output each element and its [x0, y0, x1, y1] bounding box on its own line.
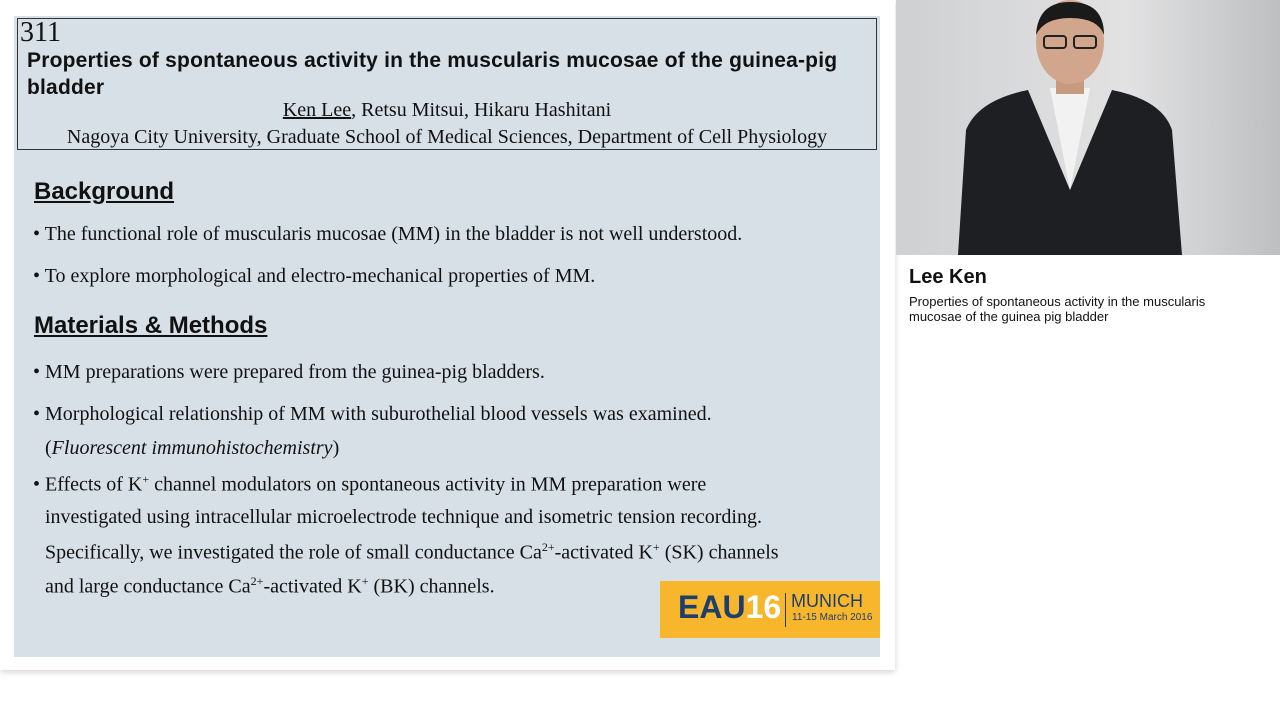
logo-eau: EAU [678, 589, 746, 625]
methods-item-cont [45, 540, 779, 565]
background-item: • To explore morphological and electro-mechanical properties of MM. [33, 265, 596, 287]
methods-item: • MM preparations were prepared from the guinea-pig bladders. [33, 361, 545, 383]
slide-header [17, 18, 877, 150]
speaker-figure [958, 0, 1182, 255]
sup: 2+ [541, 540, 555, 554]
sup: 2+ [250, 574, 264, 588]
logo-text [678, 589, 781, 626]
text: and large conductance Ca [45, 575, 251, 598]
logo-dates: 11-15 March 2016 [792, 612, 873, 623]
methods-item: • Morphological relationship of MM with suburothelial blood vessels was examined. [33, 403, 712, 425]
methods-heading: Materials & Methods [34, 312, 268, 339]
affiliation: Nagoya City University, Graduate School of Medical Sciences, Department of Cell Physiology [66, 126, 828, 148]
presenting-author: Ken Lee [282, 99, 352, 121]
text: -activated K [263, 575, 362, 598]
text: (BK) channels. [368, 575, 495, 598]
logo-divider [785, 593, 786, 627]
other-authors: , Retsu Mitsui, Hikaru Hashitani [351, 99, 612, 121]
sup: + [652, 540, 660, 554]
methods-item-note: (Fluorescent immunohistochemistry) [45, 437, 340, 459]
logo-year: 16 [745, 589, 782, 625]
methods-item-cont: investigated using intracellular microelectrode technique and isometric tension recording. [45, 506, 762, 528]
talk-title: Properties of spontaneous activity in the muscularis mucosae of the guinea pig bladder [909, 294, 1206, 324]
logo-city: MUNICH [791, 591, 863, 611]
speaker-name: Lee Ken [909, 266, 987, 288]
methods-item [33, 472, 706, 497]
speaker-video[interactable] [896, 0, 1280, 255]
sup: + [361, 574, 369, 588]
text: channel modulators on spontaneous activity in MM preparation were [149, 473, 707, 496]
methods-item-cont [45, 574, 495, 599]
background-item: • The functional role of muscularis mucosae (MM) in the bladder is not well understood. [33, 223, 743, 245]
slide-title: Properties of spontaneous activity in the muscularis mucosae of the guinea-pig bladder [27, 49, 838, 99]
authors [18, 99, 876, 122]
background-heading: Background [34, 178, 175, 205]
presentation-slide [14, 16, 880, 657]
sup: + [142, 472, 150, 486]
text: (SK) channels [659, 541, 779, 564]
eau16-logo [660, 581, 880, 638]
method-note: Fluorescent immunohistochemistry [51, 437, 333, 459]
text: Specifically, we investigated the role of small conductance Ca [45, 541, 542, 564]
text: • Effects of K [33, 473, 143, 496]
abstract-number: 311 [20, 17, 61, 48]
text: -activated K [554, 541, 653, 564]
